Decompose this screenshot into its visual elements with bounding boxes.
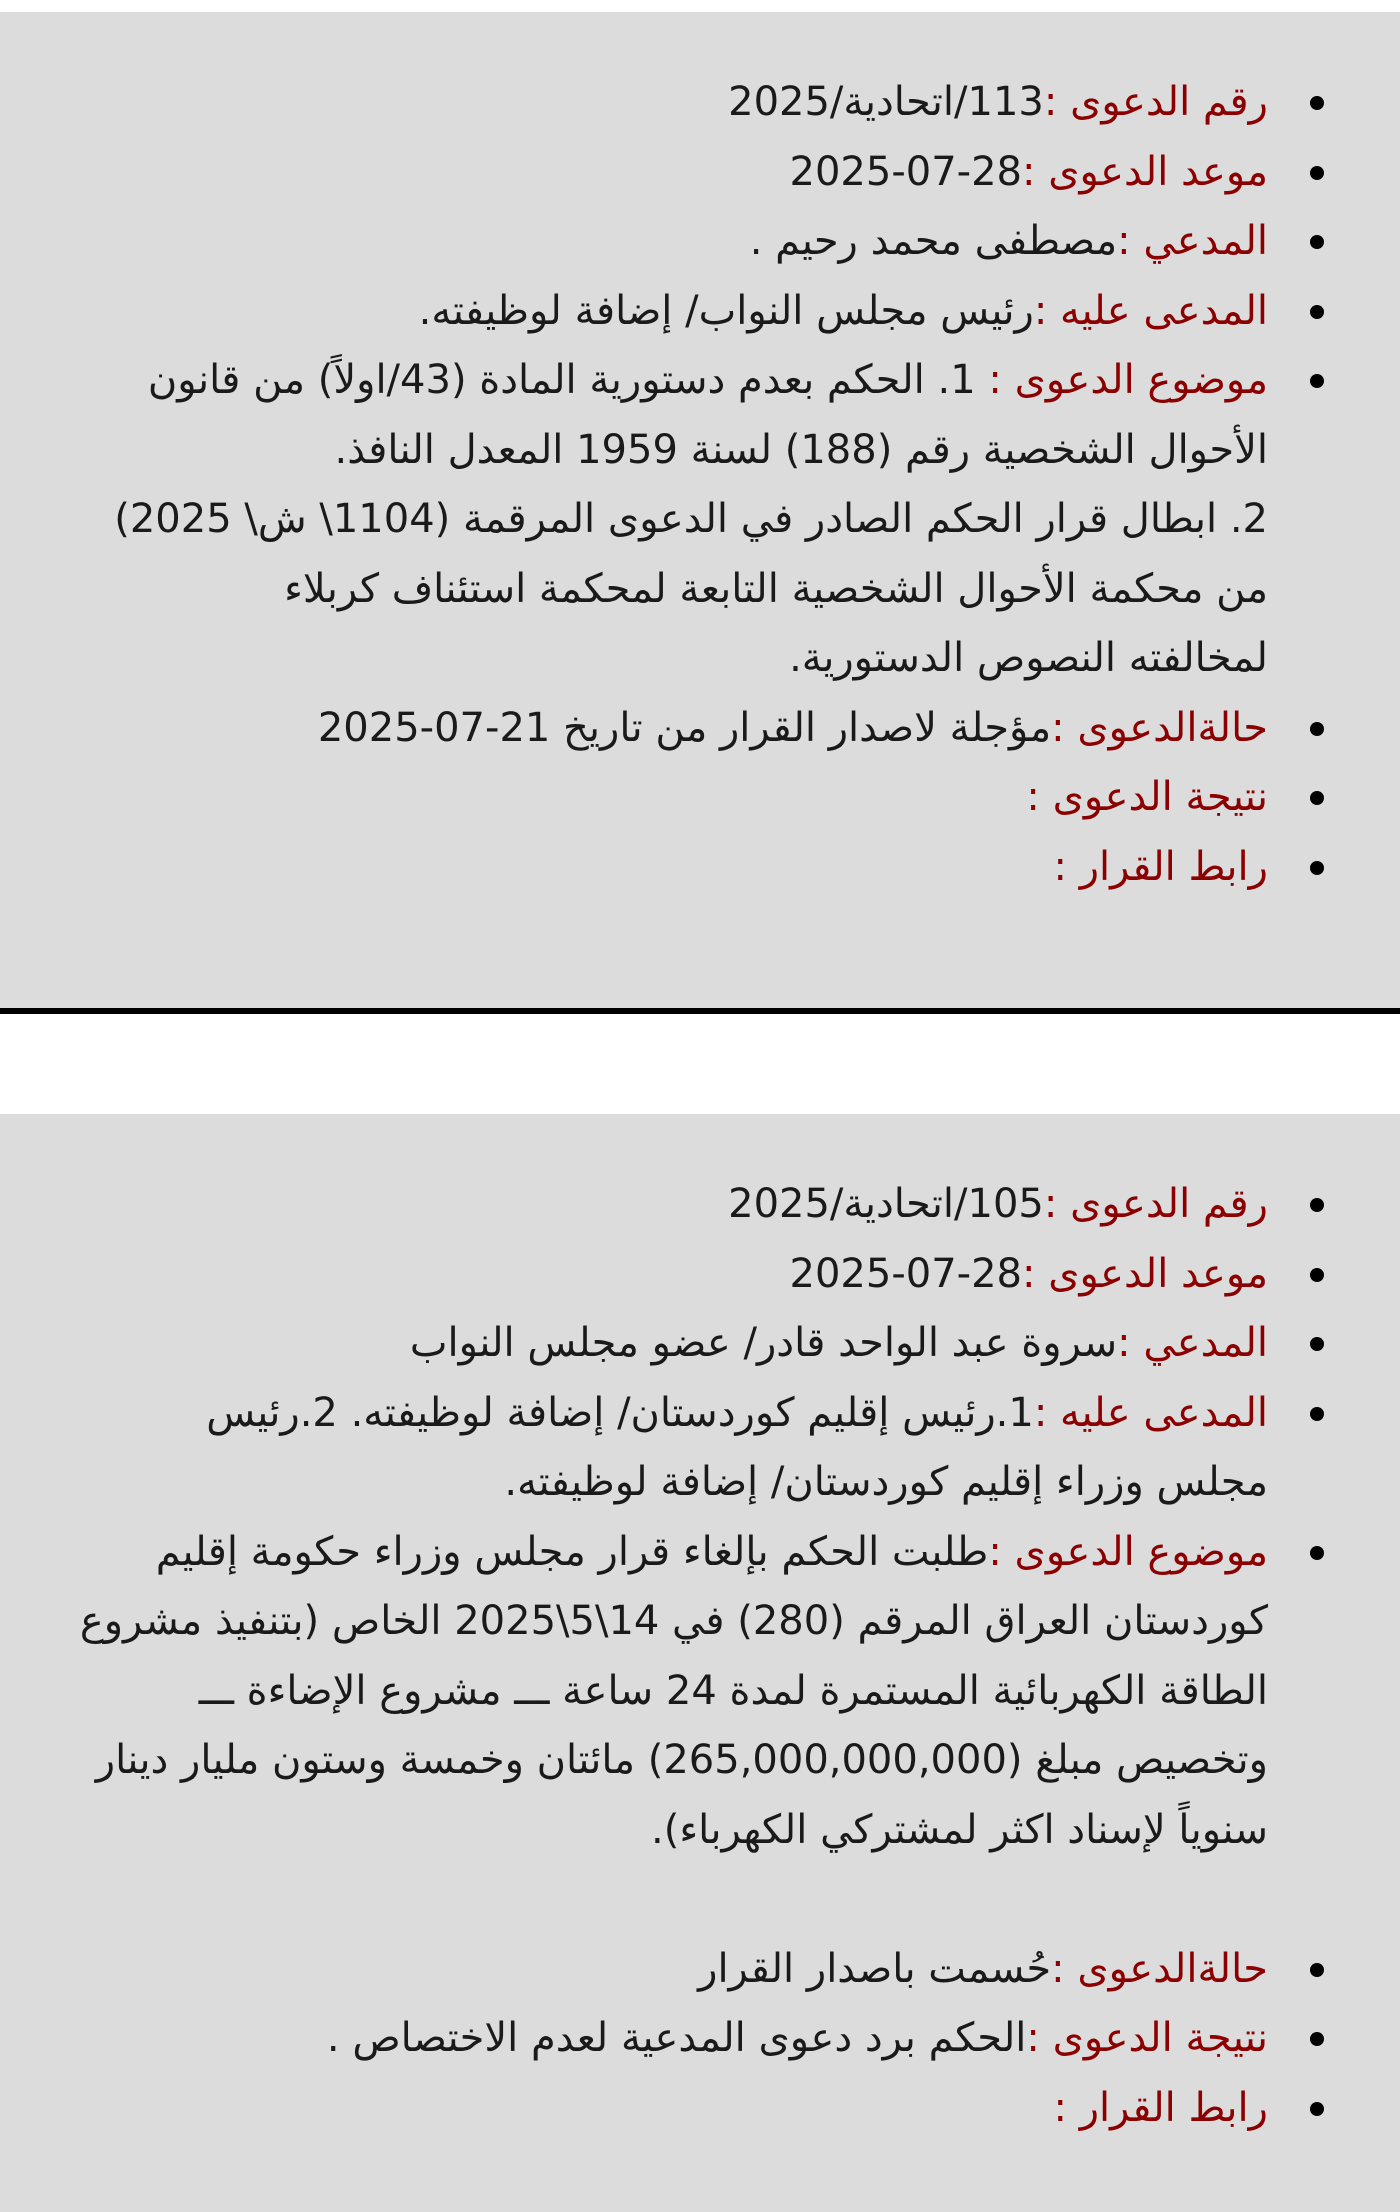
status-value: مؤجلة لاصدار القرار من تاريخ 21-07-2025 [317,704,1052,751]
subject-line-5: لمخالفته النصوص الدستورية. [789,635,1268,681]
defendant-label: المدعى عليه : [1033,1389,1268,1436]
bullet-icon [1310,2032,1324,2046]
status-item [14,1935,1268,2005]
bullet-icon [1310,1963,1324,1977]
subject-item [14,1518,1268,1935]
subject-line-2: كوردستان العراق المرقم (280) في 14\5\2025 الخاص (بتنفيذ مشروع [79,1598,1268,1644]
decision-link-item[interactable] [14,833,1268,903]
decision-link-label: رابط القرار : [1053,2084,1268,2131]
subject-line-1 [14,346,1268,416]
subject-line-3: الطاقة الكهربائية المستمرة لمدة 24 ساعة ـــ مشروع الإضاءة ـــ [198,1667,1268,1714]
bullet-icon [1310,791,1324,805]
defendant-value: رئيس مجلس النواب/ إضافة لوظيفته. [418,287,1034,334]
defendant-line-1 [14,1379,1268,1449]
defendant-item [14,277,1268,347]
defendant-item [14,1379,1268,1518]
bullet-icon [1310,96,1324,110]
subject-label: موضوع الدعوى : [988,1528,1268,1575]
case-number-label: رقم الدعوى : [1043,1181,1268,1227]
result-value: الحكم برد دعوى المدعية لعدم الاختصاص . [326,2015,1027,2061]
subject-line-4: من محكمة الأحوال الشخصية التابعة لمحكمة استئناف كربلاء [284,565,1268,612]
subject-line-1 [14,1518,1268,1588]
plaintiff-label: المدعي : [1117,218,1268,264]
bullet-icon [1310,1546,1324,1560]
bullet-icon [1310,374,1324,388]
case-date-label: موعد الدعوى : [1022,1250,1268,1297]
bullet-icon [1310,861,1324,875]
defendant-text: 1.رئيس إقليم كوردستان/ إضافة لوظيفته. 2.رئيس [206,1389,1034,1436]
subject-text: طلبت الحكم بإلغاء قرار مجلس وزراء حكومة إقليم [155,1528,989,1575]
case-2-list [14,1170,1268,2143]
case-date-label: موعد الدعوى : [1022,148,1268,195]
spacer [14,1865,1268,1935]
case-date-item [14,1240,1268,1310]
status-label: حالةالدعوى : [1051,704,1268,751]
bullet-icon [1310,235,1324,249]
bullet-icon [1310,1407,1324,1421]
bullet-icon [1310,2102,1324,2116]
status-item [14,694,1268,764]
bullet-icon [1310,1337,1324,1351]
defendant-label: المدعى عليه : [1033,287,1268,334]
case-date-item [14,138,1268,208]
section-divider [0,1008,1400,1014]
case-number-value: 113/اتحادية/2025 [728,79,1044,125]
plaintiff-item [14,1309,1268,1379]
subject-item [14,346,1268,694]
decision-link-label: رابط القرار : [1053,843,1268,890]
bullet-icon [1310,1198,1324,1212]
case-date-value: 28-07-2025 [789,148,1022,195]
subject-line-2: الأحوال الشخصية رقم (188) لسنة 1959 المعدل النافذ. [334,426,1268,473]
subject-line-3: 2. ابطال قرار الحكم الصادر في الدعوى المرقمة (1104\ ش\ 2025) [114,496,1268,542]
status-value: حُسمت باصدار القرار [698,1945,1052,1992]
result-item [14,2004,1268,2074]
case-date-value: 28-07-2025 [789,1250,1022,1297]
plaintiff-value: سروة عبد الواحد قادر/ عضو مجلس النواب [409,1320,1118,1366]
bullet-icon [1310,305,1324,319]
case-number-value: 105/اتحادية/2025 [728,1181,1044,1227]
case-1-list [14,68,1268,902]
defendant-line-2: مجلس وزراء إقليم كوردستان/ إضافة لوظيفته. [504,1459,1268,1505]
plaintiff-label: المدعي : [1117,1320,1268,1366]
status-label: حالةالدعوى : [1051,1945,1268,1992]
result-item [14,763,1268,833]
case-number-label: رقم الدعوى : [1043,79,1268,125]
decision-link-item[interactable] [14,2074,1268,2144]
subject-label: موضوع الدعوى : [975,357,1268,403]
result-label: نتيجة الدعوى : [1026,774,1268,820]
subject-line-5: سنوياً لإسناد اكثر لمشتركي الكهرباء). [651,1806,1268,1853]
bullet-icon [1310,722,1324,736]
subject-text: 1. الحكم بعدم دستورية المادة (43/اولاً) من قانون [147,357,976,403]
bullet-icon [1310,166,1324,180]
plaintiff-item [14,207,1268,277]
subject-line-4: وتخصيص مبلغ (265,000,000,000) مائتان وخمسة وستون مليار دينار [95,1737,1268,1783]
plaintiff-value: مصطفى محمد رحيم . [749,218,1118,264]
result-label: نتيجة الدعوى : [1026,2015,1268,2061]
case-number-item [14,1170,1268,1240]
case-number-item [14,68,1268,138]
bullet-icon [1310,1268,1324,1282]
